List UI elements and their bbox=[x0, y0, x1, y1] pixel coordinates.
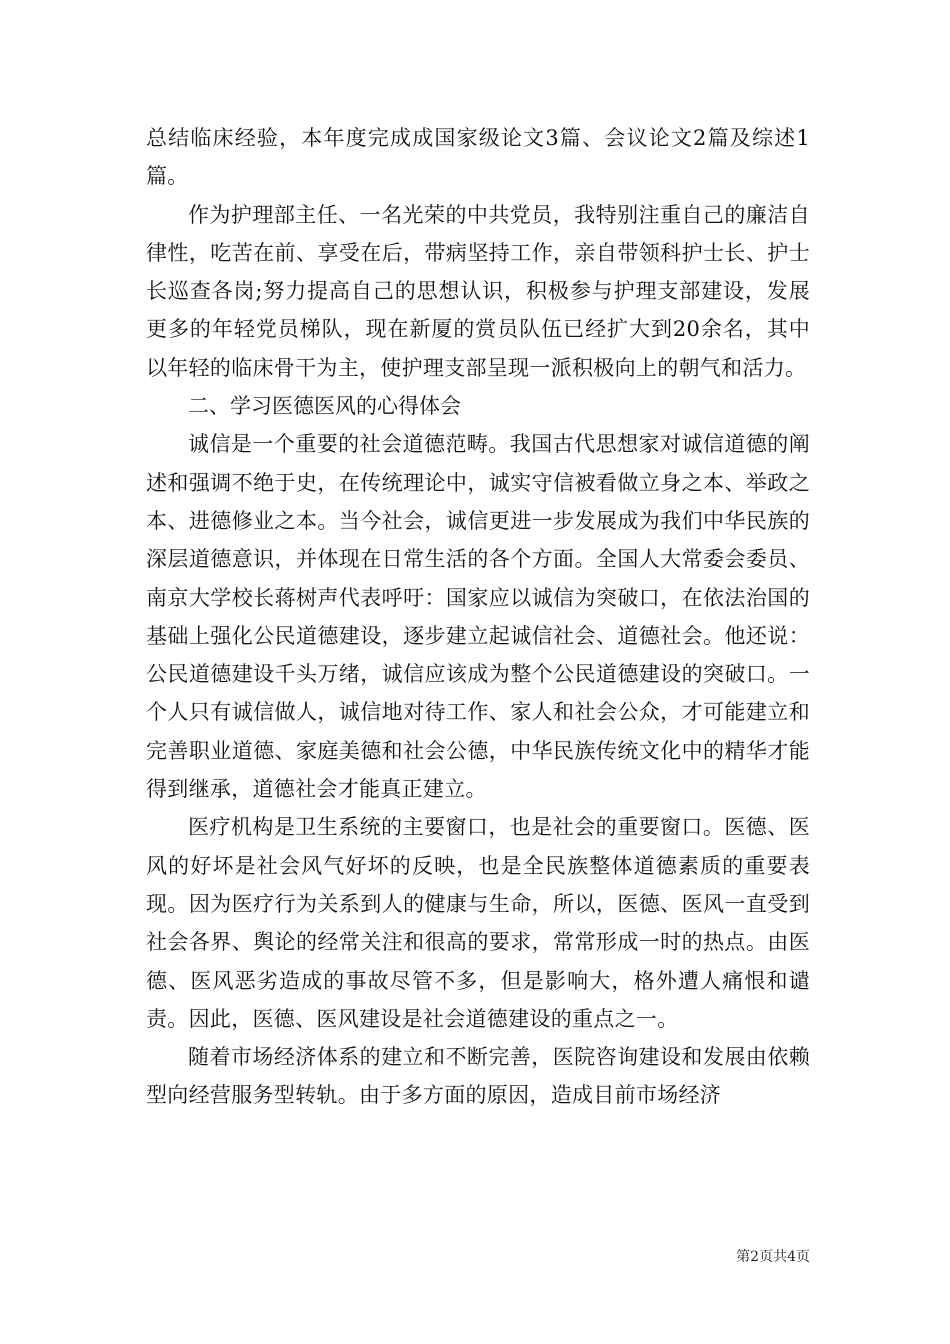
paragraph-party-member: 作为护理部主任、一名光荣的中共党员，我特别注重自己的廉洁自律性，吃苦在前、享受在后，带病坚持工作，亲自带领科护士长、护士长巡查各岗;努力提高自己的思想认识，积极参与护理支部建设，发展更多的年轻党员梯队，现在新厦的赏员队伍已经扩大到20余名，其中以年轻的临床骨干为主，使护理支部呈现一派积极向上的朝气和活力。 bbox=[146, 202, 810, 380]
paragraph-medical-ethics: 医疗机构是卫生系统的主要窗口，也是社会的重要窗口。医德、医风的好坏是社会风气好坏的反映，也是全民族整体道德素质的重要表现。因为医疗行为关系到人的健康与生命，所以，医德、医风一直受到社会各界、舆论的经常关注和很高的要求，常常形成一时的热点。由医德、医风恶劣造成的事故尽管不多，但是影响大，格外遭人痛恨和谴责。因此，医德、医风建设是社会道德建设的重点之一。 bbox=[146, 815, 810, 1031]
document-body bbox=[146, 119, 810, 1115]
page-number: 第2页共4页 bbox=[736, 1249, 810, 1265]
section-heading: 二、学习医德医风的心得体会 bbox=[188, 394, 461, 419]
paragraph-integrity: 诚信是一个重要的社会道德范畴。我国古代思想家对诚信道德的阐述和强调不绝于史，在传统理论中，诚实守信被看做立身之本、举政之本、进德修业之本。当今社会，诚信更进一步发展成为我们中华民族的深层道德意识，并体现在日常生活的各个方面。全国人大常委会委员、南京大学校长蒋树声代表呼吁：国家应以诚信为突破口，在依法治国的基础上强化公民道德建设，逐步建立起诚信社会、道德社会。他还说：公民道德建设千头万绪，诚信应该成为整个公民道德建设的突破口。一个人只有诚信做人，诚信地对待工作、家人和社会公众，才可能建立和完善职业道德、家庭美德和社会公德，中华民族传统文化中的精华才能得到继承，道德社会才能真正建立。 bbox=[146, 432, 810, 802]
paragraph-market-economy: 随着市场经济体系的建立和不断完善，医院咨询建设和发展由依赖型向经营服务型转轨。由于多方面的原因，造成目前市场经济 bbox=[146, 1045, 810, 1108]
paragraph-summary-continuation: 总结临床经验，本年度完成成国家级论文3篇、会议论文2篇及综述1篇。 bbox=[146, 126, 810, 189]
